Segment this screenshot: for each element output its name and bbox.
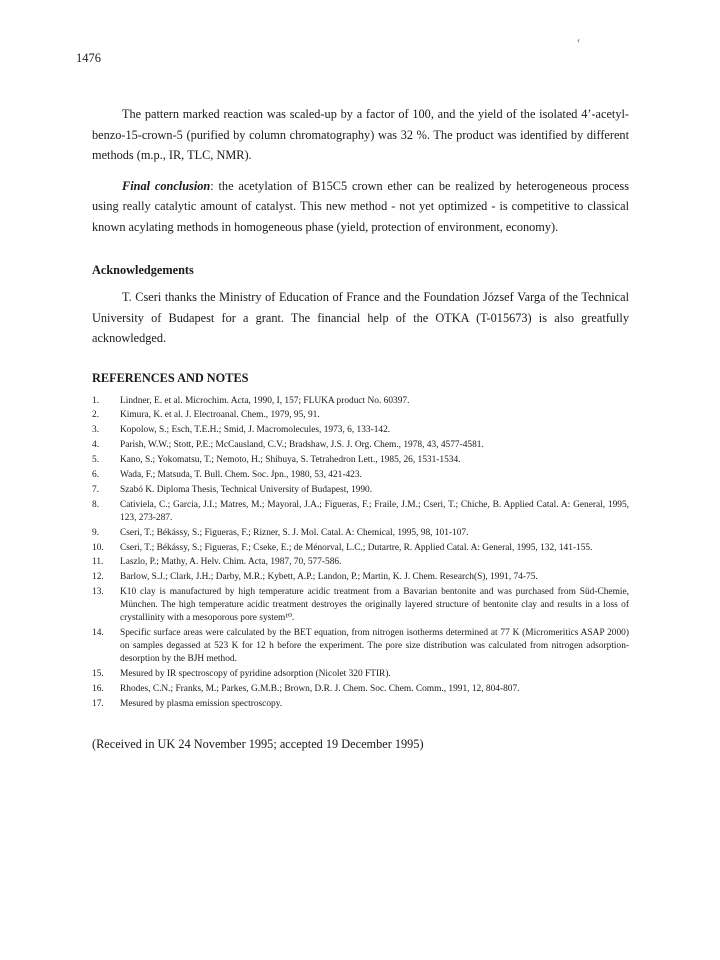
- reference-number: 5.: [92, 455, 100, 466]
- acknowledgements-text: T. Cseri thanks the Ministry of Education of France and the Foundation József Varga of the Technical University of Budapest for a grant. The financial help of the OTKA (T-015673) is also greatfully acknowledged.: [92, 290, 629, 345]
- reference-number: 15.: [92, 668, 104, 679]
- reference-text: Wada, F.; Matsuda, T. Bull. Chem. Soc. Jpn., 1980, 53, 421-423.: [120, 470, 362, 481]
- conclusion-label: Final conclusion: [122, 178, 211, 193]
- reference-item: [92, 571, 629, 584]
- reference-item: [92, 556, 629, 569]
- conclusion-text: : the acetylation of B15C5 crown ether can be realized by heterogeneous process using really catalytic amount of catalyst. This new method - not yet optimized - is competitive to classical known acylating methods in homogeneous phase (yield, protection of environment, economy).: [92, 178, 629, 234]
- results-paragraph: The pattern marked reaction was scaled-up by a factor of 100, and the yield of the isolated 4’-acetyl-benzo-15-crown-5 (purified by column chromatography) was 32 %. The product was identified by different methods (m.p., IR, TLC, NMR).: [92, 107, 629, 162]
- acknowledgements-heading: Acknowledgements: [92, 263, 194, 277]
- reference-number: 8.: [92, 499, 100, 510]
- reference-item: [92, 409, 629, 422]
- reference-item: [92, 499, 629, 525]
- references-list: [92, 395, 629, 711]
- reference-number: 4.: [92, 440, 100, 451]
- reference-item: [92, 484, 629, 497]
- reference-number: 1.: [92, 395, 100, 406]
- reference-item: [92, 439, 629, 452]
- reference-text: Kopolow, S.; Esch, T.E.H.; Smid, J. Macromolecules, 1973, 6, 133-142.: [120, 425, 391, 436]
- reference-item: [92, 698, 629, 711]
- reference-text: Rhodes, C.N.; Franks, M.; Parkes, G.M.B.; Brown, D.R. J. Chem. Soc. Chem. Comm., 1991, 12, 804-807.: [120, 683, 520, 694]
- conclusion-paragraph: [92, 176, 629, 238]
- reference-number: 17.: [92, 698, 104, 709]
- reference-text: Mesured by IR spectroscopy of pyridine adsorption (Nicolet 320 FTIR).: [120, 668, 391, 679]
- reference-number: 10.: [92, 542, 104, 553]
- corner-mark: ‹: [577, 35, 580, 45]
- reference-number: 13.: [92, 587, 104, 598]
- reference-number: 12.: [92, 572, 104, 583]
- reference-text: Kimura, K. et al. J. Electroanal. Chem., 1979, 95, 91.: [120, 410, 320, 421]
- reference-number: 14.: [92, 628, 104, 638]
- reference-item: [92, 542, 629, 555]
- reference-text: Specific surface areas were calculated by the BET equation, from nitrogen isotherms determined at 77 K (Micromeritics ASAP 2000) on samples degassed at 523 K for 12 h before the experiment. The pore size distribution was calculated from nitrogen adsorption-desorption by the BJH method.: [120, 628, 629, 664]
- page-content: [92, 104, 629, 752]
- reference-text: Cativiela, C.; Garcia, J.I.; Matres, M.; Mayoral, J.A.; Figueras, F.; Fraile, J.M.; Cseri, T.; Chiche, B. Applied Catal. A: General, 1995, 123, 273-287.: [120, 499, 629, 523]
- reference-item: [92, 469, 629, 482]
- reference-item: [92, 395, 629, 408]
- page-number: 1476: [76, 51, 101, 65]
- reference-item: [92, 424, 629, 437]
- reference-item: [92, 668, 629, 681]
- references-heading: REFERENCES AND NOTES: [92, 370, 249, 385]
- reference-text: Cseri, T.; Békássy, S.; Figueras, F.; Cseke, E.; de Ménorval, L.C.; Dutartre, R. Applied Catal. A: General, 1995, 132, 141-155.: [120, 542, 593, 553]
- reference-text: K10 clay is manufactured by high temperature acidic treatment from a Bavarian bentonite and was purchased from Süd-Chemie, München. The high temperature acidic treatment destroyes the originally layered structure of bentonite clay and results in a loss of crystallinity with a mesoporous pore system¹⁰.: [120, 587, 629, 624]
- reference-text: Kano, S.; Yokomatsu, T.; Nemoto, H.; Shibuya, S. Tetrahedron Lett., 1985, 26, 1531-1534.: [120, 455, 461, 466]
- reference-text: Mesured by plasma emission spectroscopy.: [120, 698, 283, 709]
- reference-number: 6.: [92, 470, 100, 481]
- reference-number: 9.: [92, 527, 100, 538]
- reference-number: 7.: [92, 484, 100, 495]
- reference-number: 2.: [92, 410, 100, 421]
- reference-text: Laszlo, P.; Mathy, A. Helv. Chim. Acta, 1987, 70, 577-586.: [120, 557, 342, 568]
- reference-item: [92, 683, 629, 696]
- reference-number: 11.: [92, 557, 104, 568]
- reference-text: Lindner, E. et al. Microchim. Acta, 1990, I, 157; FLUKA product No. 60397.: [120, 395, 410, 406]
- reference-text: Cseri, T.; Békássy, S.; Figueras, F.; Rizner, S. J. Mol. Catal. A: Chemical, 1995, 98, 101-107.: [120, 527, 469, 538]
- reference-text: Barlow, S.J.; Clark, J.H.; Darby, M.R.; Kybett, A.P.; Landon, P.; Martin, K. J. Chem. Research(S), 1991, 74-75.: [120, 572, 538, 583]
- reference-text: Szabó K. Diploma Thesis, Technical University of Budapest, 1990.: [120, 484, 373, 495]
- reference-number: 16.: [92, 683, 104, 694]
- reference-number: 3.: [92, 425, 100, 436]
- reference-item: [92, 454, 629, 467]
- reference-item: [92, 586, 629, 625]
- reference-item: [92, 527, 629, 540]
- reference-text: Parish, W.W.; Stott, P.E.; McCausland, C.V.; Bradshaw, J.S. J. Org. Chem., 1978, 43, 4577-4581.: [120, 440, 484, 451]
- reference-item: [92, 627, 629, 666]
- received-note: (Received in UK 24 November 1995; accepted 19 December 1995): [92, 737, 424, 752]
